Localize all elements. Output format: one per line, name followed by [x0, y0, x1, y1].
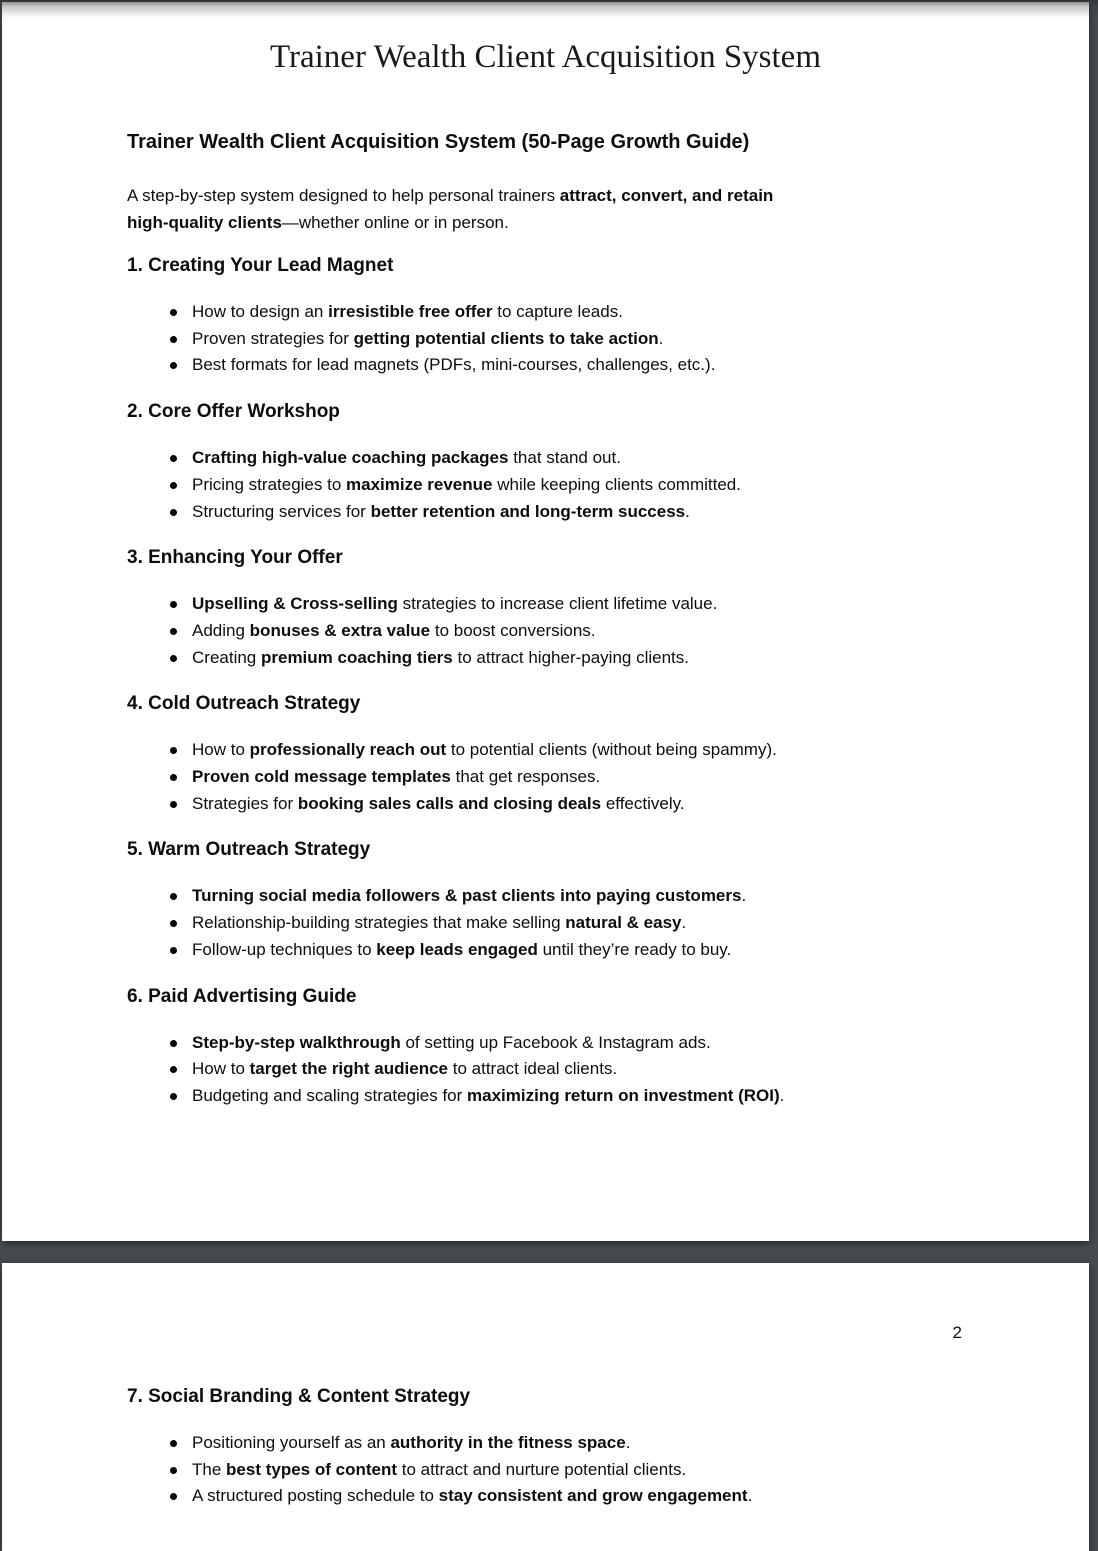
bullet-item: [127, 764, 1027, 791]
bullet-text: [192, 740, 777, 759]
text-segment: —whether online or in person.: [281, 213, 509, 232]
text-segment: Budgeting and scaling strategies for: [192, 1085, 468, 1105]
bold-text-segment: target the right audience: [249, 1059, 449, 1079]
text-segment: Proven strategies for: [192, 328, 354, 348]
text-segment: .: [658, 328, 664, 348]
bullet-list: [127, 1430, 1027, 1510]
bullet-list: [127, 737, 1027, 817]
bullet-icon: [170, 747, 177, 754]
bullet-text: [192, 475, 741, 494]
bullet-item: [127, 445, 1027, 472]
bold-text-segment: authority in the fitness space: [390, 1433, 626, 1452]
intro-line: [127, 209, 773, 236]
bullet-icon: [170, 1467, 177, 1474]
bold-text-segment: irresistible free offer: [328, 302, 493, 321]
bold-text-segment: premium coaching tiers: [260, 647, 453, 667]
bullet-item: [127, 472, 1027, 499]
bold-text-segment: keep leads engaged: [376, 939, 538, 959]
bullet-icon: [170, 1493, 177, 1500]
bullet-icon: [170, 1440, 177, 1447]
text-segment: .: [741, 886, 747, 906]
guide-section: [127, 837, 1027, 963]
text-segment: strategies to increase client lifetime value.: [397, 594, 718, 614]
text-segment: .: [625, 1433, 631, 1452]
bullet-item: [127, 499, 1027, 526]
bullet-icon: [170, 362, 177, 369]
bold-text-segment: high-quality clients: [127, 213, 282, 232]
bullet-list: [127, 883, 1027, 963]
guide-section: [127, 545, 1027, 671]
bullet-icon: [170, 628, 177, 635]
bullet-text: [192, 1460, 686, 1479]
bullet-item: [127, 910, 1027, 937]
bold-text-segment: attract, convert, and retain: [559, 186, 774, 205]
bullet-icon: [170, 801, 177, 808]
intro-line: [127, 182, 773, 209]
text-segment: .: [747, 1486, 753, 1506]
bullet-item: [127, 352, 1027, 379]
bullet-text: [192, 302, 623, 321]
bullet-icon: [170, 893, 177, 900]
text-segment: to attract higher-paying clients.: [452, 647, 689, 667]
bold-text-segment: best types of content: [226, 1459, 397, 1479]
text-segment: How to design an: [192, 302, 329, 321]
bullet-icon: [170, 920, 177, 927]
text-segment: Best formats for lead magnets (PDFs, mini-courses, challenges, etc.).: [192, 355, 716, 375]
bullet-item: [127, 1083, 1027, 1110]
bullet-item: [127, 1030, 1027, 1057]
text-segment: to attract ideal clients.: [448, 1059, 618, 1079]
sections-page-1: [127, 253, 1027, 1130]
bold-text-segment: better retention and long-term success: [370, 501, 686, 521]
bold-text-segment: Turning social media followers & past clients into paying customers: [192, 886, 742, 906]
bullet-item: [127, 1457, 1027, 1484]
sections-page-2: [127, 1384, 1027, 1530]
bullet-icon: [170, 1066, 177, 1073]
bullet-text: [192, 621, 596, 640]
text-segment: Creating: [192, 647, 261, 667]
bullet-icon: [170, 509, 177, 516]
text-segment: to attract and nurture potential clients.: [397, 1459, 687, 1479]
section-heading: 5. Warm Outreach Strategy: [127, 839, 371, 861]
bold-text-segment: booking sales calls and closing deals: [297, 793, 602, 813]
bullet-text: [192, 1433, 630, 1452]
bold-text-segment: Upselling & Cross-selling: [192, 594, 398, 614]
text-segment: A structured posting schedule to: [192, 1486, 439, 1506]
text-segment: of setting up Facebook & Instagram ads.: [400, 1032, 711, 1052]
bold-text-segment: getting potential clients to take action: [353, 328, 659, 348]
bullet-text: [192, 1033, 711, 1052]
text-segment: to potential clients (without being spammy).: [446, 740, 777, 760]
bullet-list: [127, 1030, 1027, 1110]
bullet-item: [127, 937, 1027, 964]
text-segment: effectively.: [601, 793, 685, 813]
bullet-icon: [170, 482, 177, 489]
intro-paragraph: [127, 182, 773, 236]
bullet-text: [192, 329, 663, 348]
text-segment: until they’re ready to buy.: [537, 939, 732, 959]
bullet-item: [127, 1056, 1027, 1083]
bullet-item: [127, 645, 1027, 672]
text-segment: .: [681, 913, 687, 933]
bullet-text: [192, 448, 621, 467]
guide-section: [127, 253, 1027, 379]
text-segment: that get responses.: [450, 767, 601, 787]
bold-text-segment: maximizing return on investment (ROI): [467, 1085, 780, 1105]
page-number: 2: [952, 1323, 962, 1342]
bullet-icon: [170, 601, 177, 608]
section-heading: 6. Paid Advertising Guide: [127, 985, 357, 1007]
bullet-icon: [170, 309, 177, 316]
guide-heading: Trainer Wealth Client Acquisition System (50-Page Growth Guide): [127, 131, 750, 153]
text-segment: to boost conversions.: [430, 620, 596, 640]
section-heading: 7. Social Branding & Content Strategy: [127, 1386, 471, 1407]
section-heading: 4. Cold Outreach Strategy: [127, 693, 361, 715]
bullet-item: [127, 326, 1027, 353]
bullet-item: [127, 883, 1027, 910]
page-2: [2, 1263, 1089, 1551]
bold-text-segment: Crafting high-value coaching packages: [192, 448, 509, 468]
text-segment: to capture leads.: [492, 302, 623, 321]
bullet-item: [127, 1430, 1027, 1457]
bullet-text: [192, 1486, 752, 1505]
bullet-item: [127, 299, 1027, 326]
bullet-text: [192, 1059, 617, 1078]
bullet-text: [192, 913, 686, 932]
page-1: [2, 2, 1089, 1241]
guide-section: [127, 399, 1027, 525]
bullet-icon: [170, 455, 177, 462]
text-segment: Pricing strategies to: [192, 474, 347, 494]
text-segment: Positioning yourself as an: [192, 1433, 391, 1452]
guide-section: [127, 691, 1027, 817]
text-segment: Follow-up techniques to: [192, 939, 377, 959]
bold-text-segment: stay consistent and grow engagement: [438, 1486, 748, 1506]
text-segment: while keeping clients committed.: [492, 474, 741, 494]
bullet-icon: [170, 655, 177, 662]
bold-text-segment: Proven cold message templates: [192, 767, 451, 787]
text-segment: Strategies for: [192, 793, 298, 813]
bullet-icon: [170, 336, 177, 343]
bold-text-segment: Step-by-step walkthrough: [192, 1032, 401, 1052]
bullet-text: [192, 940, 731, 959]
bullet-text: [192, 1086, 784, 1105]
text-segment: Structuring services for: [192, 501, 371, 521]
text-segment: Adding: [192, 620, 250, 640]
bullet-list: [127, 445, 1027, 525]
bullet-item: [127, 618, 1027, 645]
bullet-text: [192, 794, 685, 813]
section-heading: 2. Core Offer Workshop: [127, 401, 340, 423]
text-segment: A step-by-step system designed to help personal trainers: [127, 186, 560, 205]
bold-text-segment: natural & easy: [565, 913, 682, 933]
bullet-item: [127, 591, 1027, 618]
bullet-item: [127, 737, 1027, 764]
bullet-icon: [170, 947, 177, 954]
bullet-text: [192, 502, 690, 521]
text-segment: that stand out.: [508, 448, 621, 468]
bullet-text: [192, 594, 717, 613]
guide-section: [127, 984, 1027, 1110]
bullet-text: [192, 886, 746, 905]
bullet-icon: [170, 774, 177, 781]
text-segment: How to: [192, 740, 250, 760]
bullet-item: [127, 791, 1027, 818]
text-segment: .: [779, 1085, 785, 1105]
bullet-list: [127, 299, 1027, 379]
text-segment: .: [685, 501, 690, 521]
section-heading: 1. Creating Your Lead Magnet: [127, 255, 394, 276]
bold-text-segment: bonuses & extra value: [249, 620, 431, 640]
text-segment: The: [192, 1459, 227, 1479]
document-title: Trainer Wealth Client Acquisition System: [270, 39, 821, 75]
bold-text-segment: maximize revenue: [346, 474, 493, 494]
bullet-item: [127, 1483, 1027, 1510]
bullet-text: [192, 648, 689, 667]
bullet-icon: [170, 1093, 177, 1100]
bullet-text: [192, 355, 715, 374]
bold-text-segment: professionally reach out: [249, 740, 447, 760]
section-heading: 3. Enhancing Your Offer: [127, 547, 343, 569]
guide-section: [127, 1384, 1027, 1510]
text-segment: How to: [192, 1059, 250, 1079]
bullet-list: [127, 591, 1027, 671]
bullet-icon: [170, 1040, 177, 1047]
text-segment: Relationship-building strategies that make selling: [192, 913, 566, 933]
bullet-text: [192, 767, 600, 786]
